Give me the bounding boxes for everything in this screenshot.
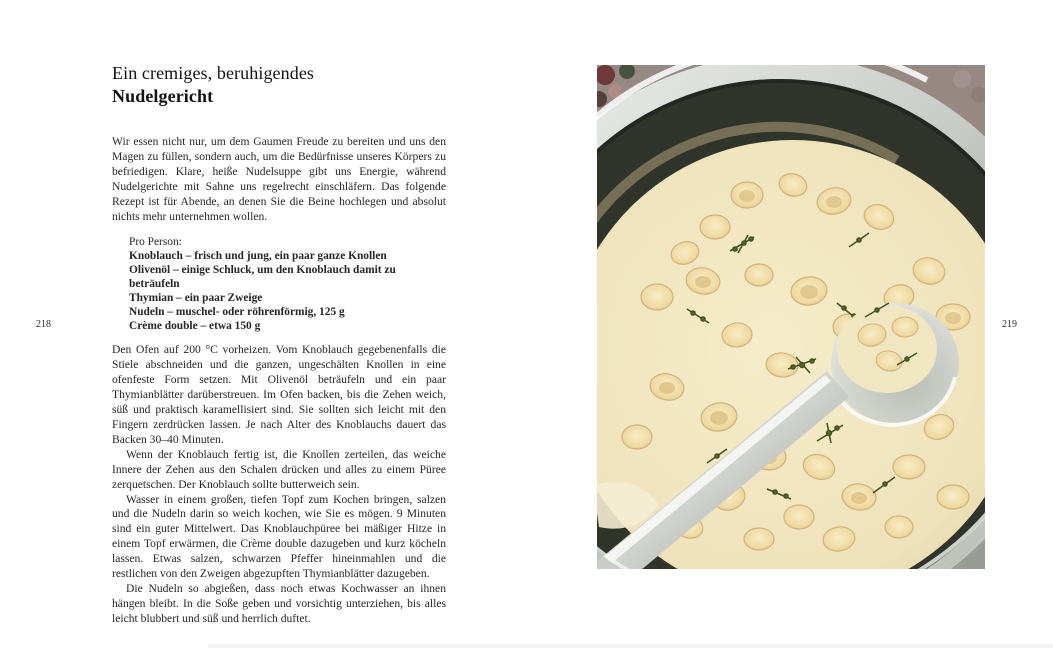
ladle-bowl-sauce xyxy=(837,305,937,393)
method-paragraph: Wenn der Knoblauch fertig ist, die Knollen zerteilen, das weiche Innere der Zehen aus den Schalen drücken und alles zu einem Püree zerquetschen. Der Knoblauch sollte butterweich sein. xyxy=(112,447,446,491)
ingredient-list xyxy=(129,235,446,333)
pasta-photo xyxy=(597,65,985,569)
ingredient-item: Thymian – ein paar Zweige xyxy=(129,292,263,305)
ingredient-item: Crème double – etwa 150 g xyxy=(129,320,261,333)
scan-edge-strip xyxy=(208,644,1053,648)
method-paragraph: Wasser in einem großen, tiefen Topf zum Kochen bringen, salzen und die Nudeln darin so weich kochen, wie Sie es mögen. 9 Minuten sind ein guter Mittelwert. Das Knoblauchpüree bei mäßiger Hitze in einem Topf erwärmen, die Crème double dazugeben und kurz köcheln lassen. Etwas salzen, schwarzen Pfeffer hineinmahlen und die restlichen von den Zweigen abgezupften Thymianblätter dazugeben. xyxy=(112,492,446,581)
ingredient-item: Knoblauch – frisch und jung, ein paar ganze Knollen xyxy=(129,250,387,263)
ingredient-item: Nudeln – muschel- oder röhrenförmig, 125 g xyxy=(129,306,345,319)
recipe-title xyxy=(112,62,446,108)
ingredient-list-header: Pro Person: xyxy=(129,236,182,249)
recipe-title-line1: Ein cremiges, beruhigendes xyxy=(112,63,315,83)
recipe-body xyxy=(112,135,446,627)
intro-paragraph: Wir essen nicht nur, um dem Gaumen Freude zu bereiten und uns den Magen zu füllen, sondern auch, um die Bedürfnisse unseres Körpers zu befriedigen. Klare, heiße Nudelsuppe gibt uns Energie, während Nudelgerichte mit Sahne uns regelrecht einschläfern. Das folgende Rezept ist für Abende, an denen Sie die Beine hochlegen und absolut nichts mehr unternehmen wollen. xyxy=(112,135,446,223)
page-number-right: 219 xyxy=(1002,319,1017,330)
recipe-text-column xyxy=(112,62,446,627)
method-paragraph: Die Nudeln so abgießen, dass noch etwas Kochwasser an ihnen hängen bleibt. In die Soße geben und vorsichtig unterziehen, bis alles leicht blubbert und süß und herrlich duftet. xyxy=(112,581,446,625)
ingredient-item: Olivenöl – einige Schluck, um den Knoblauch damit zu beträufeln xyxy=(129,264,396,291)
recipe-title-line2: Nudelgericht xyxy=(112,86,214,106)
method-paragraph: Den Ofen auf 200 °C vorheizen. Vom Knoblauch gegebenenfalls die Stiele abschneiden und die ganzen, ungeschälten Knollen in eine ofenfeste Form setzen. Mit Olivenöl beträufeln und ein paar Thymianblätter darüberstreuen. Im Ofen backen, bis die Zehen weich, süß und praktisch karamellisiert sind. Sie sollten sich leicht mit den Fingern zerdrücken lassen. Je nach Alter des Knoblauchs dauert das Backen 30–40 Minuten. xyxy=(112,343,446,446)
page-number-left: 218 xyxy=(36,319,51,330)
